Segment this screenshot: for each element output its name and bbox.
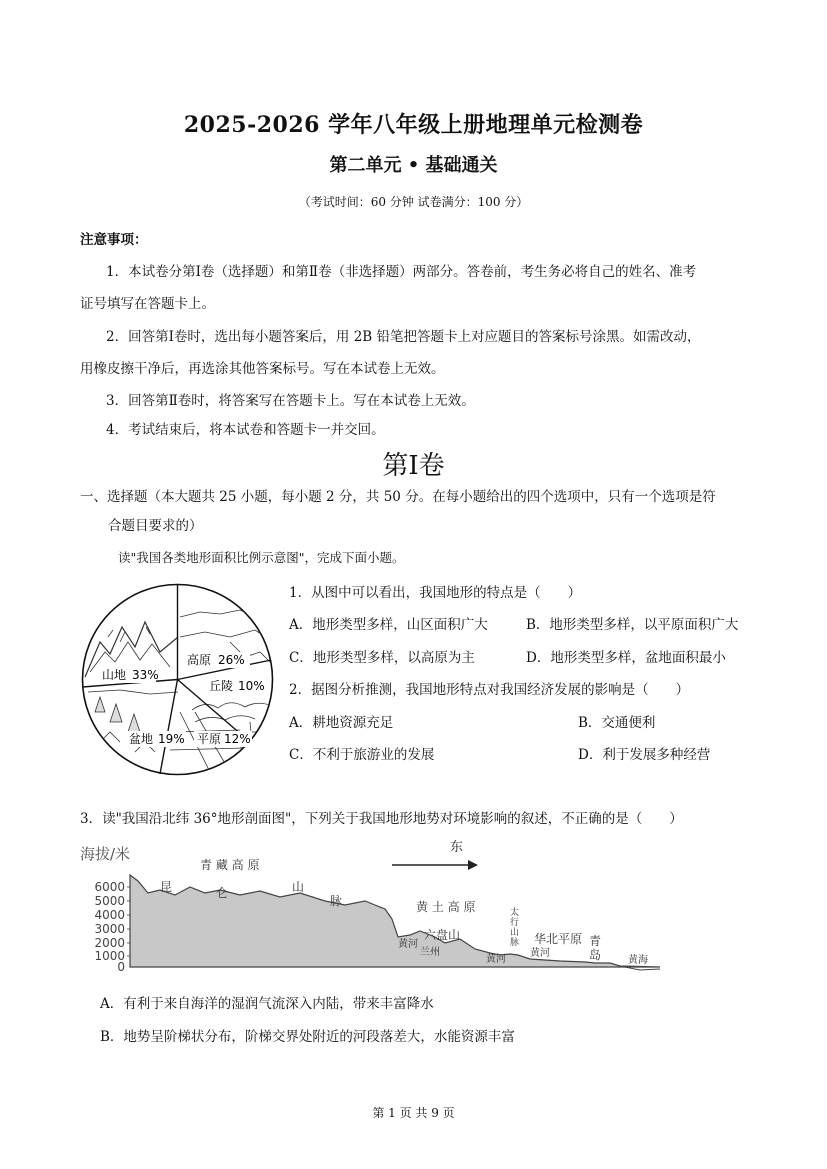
label-huanghai: 黄海 <box>628 955 648 966</box>
notice-line: 用橡皮擦干净后，再选涂其他答案标号。写在本试卷上无效。 <box>80 361 445 377</box>
label-kunlun: 昆 <box>160 880 173 894</box>
label-taihang: 行 <box>510 918 520 928</box>
q1-option-b[interactable]: B．地形类型多样，以平原面积广大 <box>526 617 739 633</box>
ytick: 1000 <box>94 949 125 963</box>
pie-label-hills: 丘陵 <box>209 679 234 693</box>
section-heading-cont: 合题目要求的） <box>108 518 203 534</box>
label-taihang: 太 <box>510 908 520 918</box>
ytick: 0 <box>117 960 125 974</box>
exam-meta: （考试时间：60 分钟 试卷满分：100 分） <box>298 195 529 209</box>
question-1-stem: 1．从图中可以看出，我国地形的特点是（ ） <box>289 585 582 601</box>
profile-ylabel: 海拔/米 <box>80 845 131 863</box>
q3-option-b[interactable]: B．地势呈阶梯状分布，阶梯交界处附近的河段落差大，水能资源丰富 <box>100 1029 515 1045</box>
label-taihang: 脉 <box>510 938 520 948</box>
pie-pct-hills: 10% <box>238 679 265 693</box>
pie-label-plain: 平原 <box>197 732 222 746</box>
label-loess-plateau: 黄 土 高 原 <box>416 900 476 914</box>
ytick: 3000 <box>94 922 125 936</box>
pie-pct-plateau: 26% <box>218 653 245 667</box>
pie-label-mountain: 山地 <box>102 668 127 682</box>
terrain-pie-diagram <box>80 582 275 777</box>
profile-terrain <box>130 875 660 967</box>
label-lanzhou: 兰州 <box>420 947 440 958</box>
pie-pct-mountain: 33% <box>132 668 159 682</box>
read-prompt: 读"我国各类地形面积比例示意图"，完成下面小题。 <box>118 550 405 565</box>
q1-option-c[interactable]: C．地形类型多样，以高原为主 <box>289 650 475 666</box>
section-heading: 一、选择题（本大题共 25 小题，每小题 2 分，共 50 分。在每小题给出的四个选项中，只有一个选项是符 <box>80 489 716 505</box>
pie-label-plateau: 高原 <box>187 653 212 667</box>
label-liupan: 六盘山 <box>424 928 461 942</box>
volume-title: 第Ⅰ卷 <box>382 451 445 481</box>
label-huanghe: 黄河 <box>530 948 550 959</box>
notice-line: 3．回答第Ⅱ卷时，将答案写在答题卡上。写在本试卷上无效。 <box>106 393 475 409</box>
q1-option-d[interactable]: D．地形类型多样，盆地面积最小 <box>526 650 726 666</box>
ytick: 4000 <box>94 908 125 922</box>
question-2-stem: 2．据图分析推测，我国地形特点对我国经济发展的影响是（ ） <box>289 682 690 698</box>
label-huanghe: 黄河 <box>486 954 506 965</box>
question-3-stem: 3．读"我国沿北纬 36°地形剖面图"，下列关于我国地形地势对环境影响的叙述，不正确的是（ ） <box>80 811 683 827</box>
page-title: 2025-2026 学年八年级上册地理单元检测卷 <box>183 112 644 138</box>
q2-option-c[interactable]: C．不利于旅游业的发展 <box>289 747 435 763</box>
q2-option-d[interactable]: D．利于发展多种经营 <box>578 747 711 763</box>
terrain-profile-diagram <box>80 835 660 985</box>
notice-heading: 注意事项： <box>80 232 148 248</box>
label-kunlun: 脉 <box>330 894 343 908</box>
page-footer: 第 1 页 共 9 页 <box>372 1106 455 1120</box>
q3-option-a[interactable]: A．有利于来自海洋的湿润气流深入内陆，带来丰富降水 <box>100 996 434 1012</box>
label-qinghai-plateau: 青 藏 高 原 <box>200 858 260 872</box>
label-kunlun: 山 <box>292 880 305 894</box>
label-qingdao: 青 <box>589 934 602 948</box>
pie-label-basin: 盆地 <box>129 732 154 746</box>
direction-label: 东 <box>450 840 464 855</box>
ytick: 6000 <box>94 880 125 894</box>
notice-line: 4．考试结束后，将本试卷和答题卡一并交回。 <box>106 422 385 438</box>
ytick: 5000 <box>94 894 125 908</box>
q1-option-a[interactable]: A．地形类型多样，山区面积广大 <box>289 617 488 633</box>
pie-pct-basin: 19% <box>158 732 185 746</box>
pie-pct-plain: 12% <box>224 732 251 746</box>
q2-option-a[interactable]: A．耕地资源充足 <box>289 715 394 731</box>
label-huabei-plain: 华北平原 <box>534 932 583 946</box>
notice-line: 2．回答第Ⅰ卷时，选出每小题答案后，用 2B 铅笔把答题卡上对应题目的答案标号涂黑。如需改动， <box>106 329 701 345</box>
label-huanghe: 黄河 <box>398 939 418 950</box>
page-subtitle: 第二单元 • 基础通关 <box>329 155 498 176</box>
q2-option-b[interactable]: B．交通便利 <box>578 715 656 731</box>
ytick: 2000 <box>94 936 125 950</box>
label-taihang: 山 <box>510 928 520 938</box>
notice-line: 证号填写在答题卡上。 <box>80 296 215 312</box>
notice-line: 1．本试卷分第Ⅰ卷（选择题）和第Ⅱ卷（非选择题）两部分。答卷前，考生务必将自己的姓名、准考 <box>106 264 697 280</box>
label-qingdao: 岛 <box>589 948 602 962</box>
label-kunlun: 仑 <box>216 886 229 900</box>
